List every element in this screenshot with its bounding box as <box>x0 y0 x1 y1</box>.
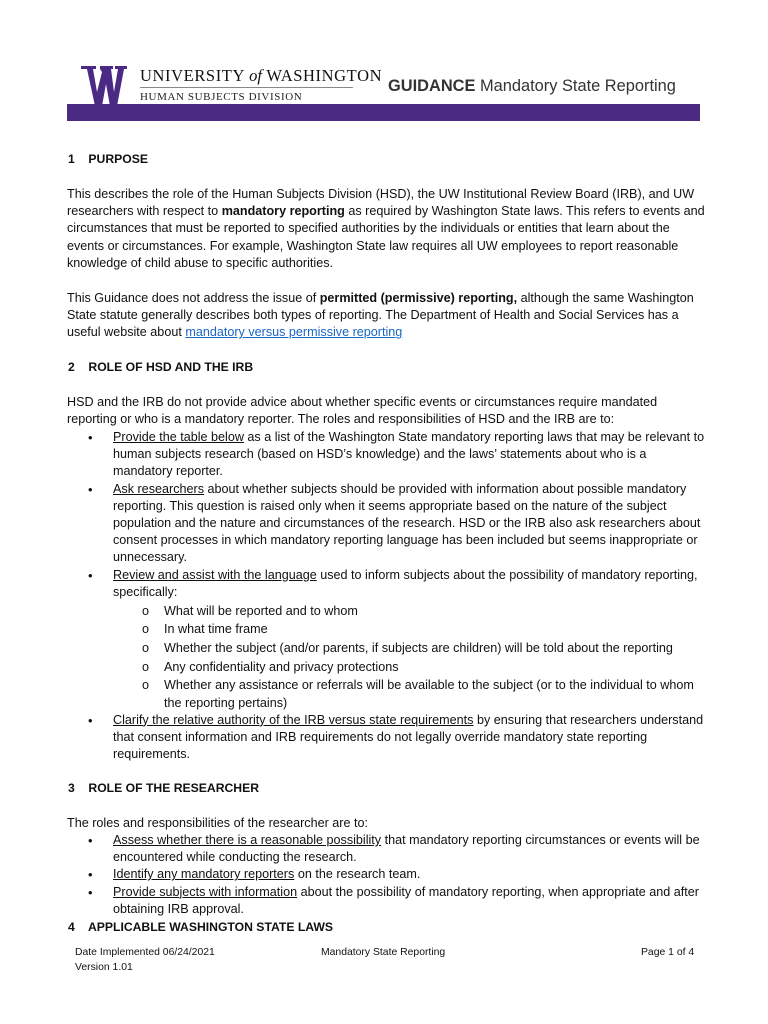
section-3-intro: The roles and responsibilities of the researcher are to: <box>67 816 369 830</box>
purpose-paragraph-1 <box>67 186 707 272</box>
header-bar <box>67 104 700 121</box>
hsd-irb-roles-list <box>67 429 707 763</box>
text: about whether subjects should be provided with information about possible mandatory reporting. This question is raised only when it seems appropriate based on the nature of the subject population and the nature and circumstances of the research. HSD or the IRB also ask researchers about consent processes in which mandatory reporting language has been included but seems inappropriate or unnecessary. <box>113 481 701 565</box>
text: This Guidance does not address the issue of <box>67 291 317 305</box>
section-number: 1 <box>68 152 75 166</box>
section-2-heading <box>68 360 253 374</box>
footer-date: Date Implemented 06/24/2021 <box>75 947 215 958</box>
list-item <box>67 866 707 883</box>
mandatory-vs-permissive-link[interactable]: mandatory versus permissive reporting <box>185 325 403 340</box>
uw-name-part-2: WASHINGTON <box>266 66 383 85</box>
bold-term: mandatory reporting <box>221 204 345 219</box>
uw-name-part-1: UNIVERSITY <box>140 66 245 85</box>
sub-list-item: o What will be reported and to whom <box>113 603 707 620</box>
text: about the possibility of mandatory reporting, when appropriate and after obtaining IRB approval. <box>113 884 699 916</box>
list-item <box>67 481 707 567</box>
section-number: 3 <box>68 781 75 795</box>
footer-version: Version 1.01 <box>75 962 133 973</box>
title-bold: GUIDANCE <box>388 77 476 95</box>
division-name: HUMAN SUBJECTS DIVISION <box>140 91 303 103</box>
text: used to inform subjects about the possibility of mandatory reporting, specifically: <box>113 567 698 599</box>
section-number: 4 <box>68 920 75 934</box>
underlined-term: Identify any mandatory reporters <box>113 867 295 882</box>
list-item <box>67 884 707 918</box>
document-title <box>388 77 676 96</box>
list-item <box>67 429 707 481</box>
underlined-term: Provide the table below <box>113 430 244 444</box>
text: as required by Washington State laws. This refers to events and circumstances that must be reported to specified authorities by the individuals or entities that learn about the events or circumstances. For example, Washington State law requires all UW employees to report reasonable knowledge of child abuse to specific authorities. <box>67 204 705 270</box>
bold-term: permitted (permissive) reporting, <box>319 291 518 305</box>
section-number: 2 <box>68 360 75 374</box>
footer-title: Mandatory State Reporting <box>321 947 446 958</box>
text: that mandatory reporting circumstances or events will be encountered while conducting the research. <box>113 833 700 865</box>
purpose-paragraph-2 <box>67 290 707 342</box>
section-4-heading <box>68 920 333 934</box>
sub-list-item: o Whether the subject (and/or parents, if subjects are children) will be told about the reporting <box>113 640 707 657</box>
section-title: ROLE OF THE RESEARCHER <box>88 781 260 795</box>
section-title: ROLE OF HSD AND THE IRB <box>88 360 254 374</box>
title-rest: Mandatory State Reporting <box>479 77 676 95</box>
list-item <box>67 832 707 866</box>
section-title: APPLICABLE WASHINGTON STATE LAWS <box>87 920 334 934</box>
logo-divider <box>140 87 353 88</box>
text: although the same Washington State statute generally describes both types of reporting. The Department of Health and Social Services has a useful website about <box>67 291 694 340</box>
section-title: PURPOSE <box>88 152 148 166</box>
section-3-heading <box>68 781 259 795</box>
university-name <box>140 66 382 86</box>
sub-list-item: o In what time frame <box>113 621 707 638</box>
researcher-roles-list <box>67 832 707 918</box>
section-2-intro: HSD and the IRB do not provide advice about whether specific events or circumstances require mandated reporting or who is a mandatory reporter. The roles and responsibilities of HSD and the IRB are to: <box>67 395 658 427</box>
text: on the research team. <box>297 867 421 882</box>
text: by ensuring that researchers understand that consent information and IRB requirements do not legally override mandatory state reporting requirements. <box>113 712 704 762</box>
underlined-term: Provide subjects with information <box>113 884 298 899</box>
list-item <box>67 567 707 712</box>
underlined-term: Review and assist with the language <box>113 567 317 582</box>
footer-page-number: Page 1 of 4 <box>641 947 695 958</box>
sub-list-item: o Any confidentiality and privacy protections <box>113 659 707 676</box>
list-item <box>67 712 707 764</box>
text: as a list of the Washington State mandatory reporting laws that may be relevant to human subjects research (based on HSD’s knowledge) and the laws’ statements about who is a mandatory reporter. <box>113 430 705 479</box>
underlined-term: Ask researchers <box>113 481 204 496</box>
text: This describes the role of the Human Subjects Division (HSD), the UW Institutional Review Board (IRB), and UW researchers with respect to <box>67 187 695 219</box>
uw-w-logo <box>81 66 127 106</box>
reporting-details-list <box>113 603 707 712</box>
sub-list-item: o Whether any assistance or referrals will be available to the subject (or to the individual to whom the reporting pertains) <box>113 677 707 711</box>
section-1-heading <box>68 152 148 166</box>
underlined-term: Clarify the relative authority of the IRB versus state requirements <box>113 712 474 727</box>
uw-name-of: of <box>249 66 262 85</box>
underlined-term: Assess whether there is a reasonable possibility <box>113 833 382 847</box>
